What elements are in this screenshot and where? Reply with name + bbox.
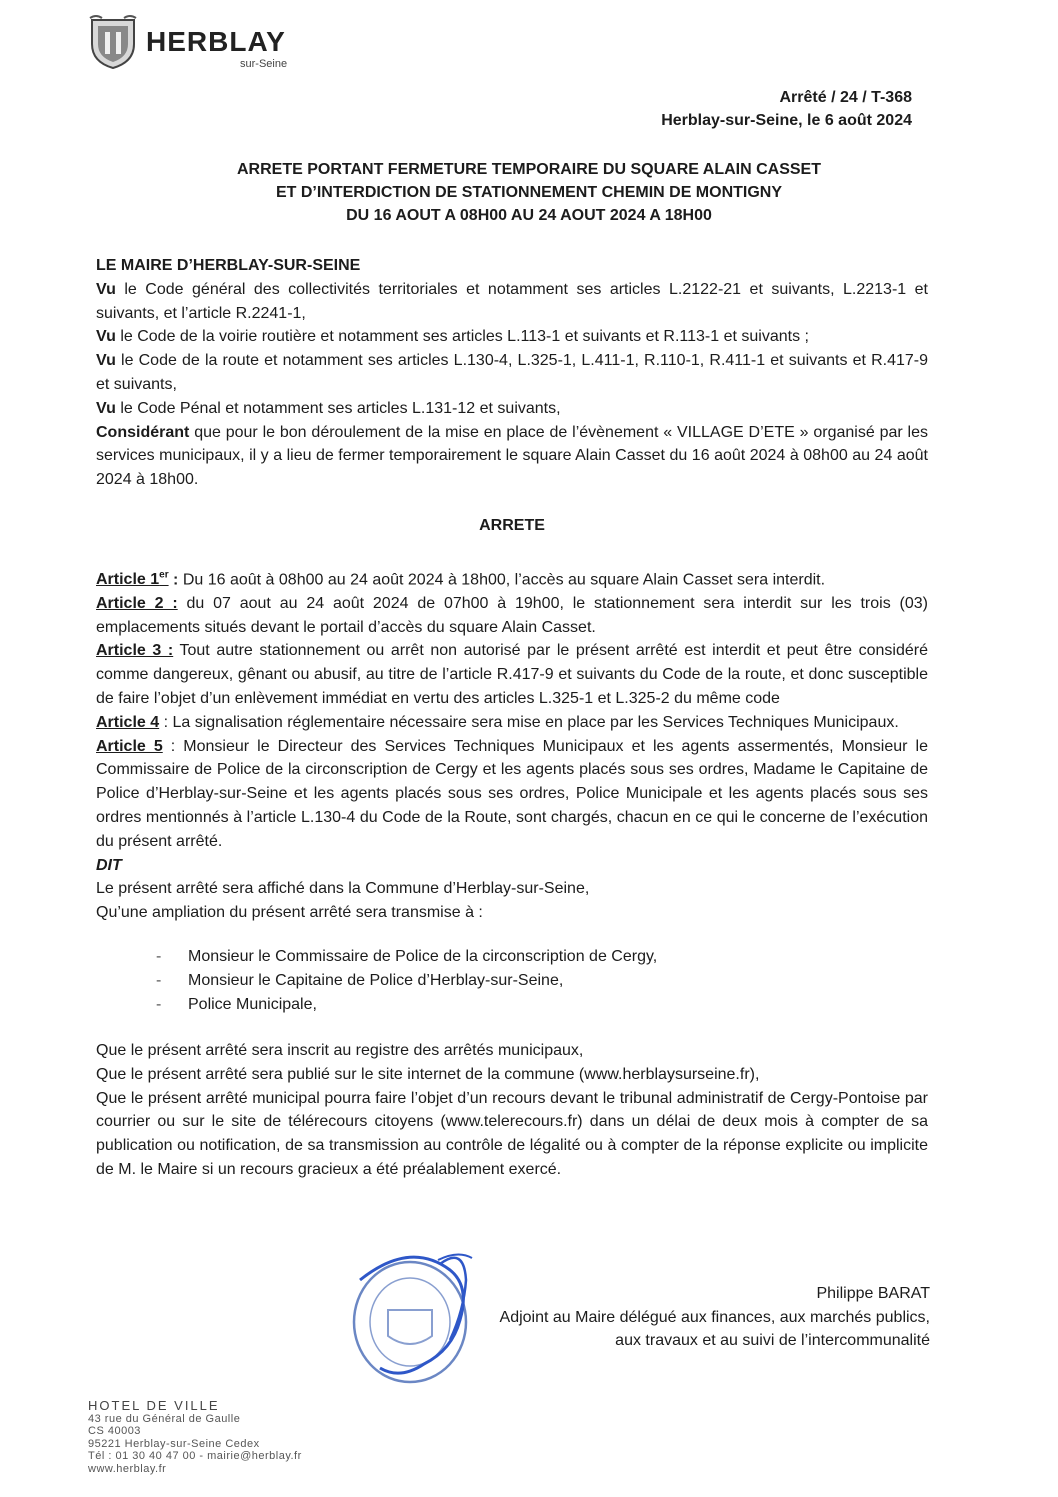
footer-line: 95221 Herblay-sur-Seine Cedex xyxy=(88,1437,260,1450)
article-5 xyxy=(96,735,928,854)
article-1-text: Du 16 août à 08h00 au 24 août 2024 à 18h00, l’accès au square Alain Casset sera interdit. xyxy=(178,571,826,589)
vu-paragraph-2 xyxy=(96,325,928,349)
closing-line-3: Que le présent arrêté municipal pourra faire l’objet d’un recours devant le tribunal administratif de Cergy-Pontoise par courrier ou sur le site de télérecours citoyens (www.telerecours.fr) dans un délai de deux mois à compter de sa publication ou notification, de sa transmission au contrôle de légalité ou à compter de la réponse explicite ou implicite de M. le Maire si un recours gracieux a été préalablement exercé. xyxy=(96,1089,928,1179)
vu-label: Vu xyxy=(96,280,116,298)
closing-line-2: Que le présent arrêté sera publié sur le site internet de la commune (www.herblaysurseine.fr), xyxy=(96,1065,760,1083)
article-4-text: : La signalisation réglementaire nécessaire sera mise en place par les Services Techniques Municipaux. xyxy=(159,713,899,731)
footer-heading: HOTEL DE VILLE xyxy=(88,1398,220,1413)
vu-label: Vu xyxy=(96,399,116,417)
official-stamp xyxy=(340,1240,520,1390)
arrete-heading: ARRETE xyxy=(479,516,545,534)
closing-line-1: Que le présent arrêté sera inscrit au registre des arrêtés municipaux, xyxy=(96,1042,584,1060)
document-title xyxy=(0,158,1058,227)
footer-line: 43 rue du Général de Gaulle xyxy=(88,1412,241,1425)
article-5-text: : Monsieur le Directeur des Services Techniques Municipaux et les agents assermentés, Monsieur le Commissaire de Police de la circonscription de Cergy et les agents placés sous ses ordres, Madame le Capitaine de Police d’Herblay-sur-Seine et les agents placés sous ses ordres, Police Municipale et les agents placés sous ses ordres mentionnés à l’article L.130-4 du Code de la Route, sont chargés, chacun en ce qui le concerne de l’exécution du présent arrêté. xyxy=(96,737,928,850)
bullet-dash: - xyxy=(156,996,162,1014)
vu-label: Vu xyxy=(96,352,116,370)
article-3-label: Article 3 : xyxy=(96,642,174,660)
logo-subtitle: sur-Seine xyxy=(240,58,288,70)
considerant-paragraph xyxy=(96,421,928,492)
vu-paragraph-3 xyxy=(96,349,928,397)
footer-address xyxy=(88,1400,302,1475)
signatory-name: Philippe BARAT xyxy=(816,1285,930,1302)
title-line-2: ET D’INTERDICTION DE STATIONNEMENT CHEMIN DE MONTIGNY xyxy=(275,184,783,201)
article-2 xyxy=(96,592,928,640)
signatory-role-2: aux travaux et au suivi de l’intercommunalité xyxy=(615,1332,930,1349)
list-item: - Monsieur le Capitaine de Police d’Herblay-sur-Seine, xyxy=(96,969,928,993)
dit-heading: DIT xyxy=(96,856,122,874)
article-4 xyxy=(96,711,928,735)
considerant-label: Considérant xyxy=(96,423,190,441)
footer-line: www.herblay.fr xyxy=(88,1462,167,1475)
logo-name: HERBLAY xyxy=(146,26,286,57)
vu-paragraph-4 xyxy=(96,397,928,421)
title-line-3: DU 16 AOUT A 08H00 AU 24 AOUT 2024 A 18H00 xyxy=(346,207,712,224)
vu-label: Vu xyxy=(96,328,116,346)
city-crest-icon xyxy=(88,14,138,70)
dit-line-2: Qu’une ampliation du présent arrêté sera transmise à : xyxy=(96,904,483,922)
maire-heading: LE MAIRE D’HERBLAY-SUR-SEINE xyxy=(96,257,361,274)
article-1: Article 1er : Du 16 août à 08h00 au 24 août 2024 à 18h00, l’accès au square Alain Casset sera interdit. xyxy=(96,569,826,589)
article-1-label: Article 1er xyxy=(96,569,169,589)
article-5-label: Article 5 xyxy=(96,737,163,755)
article-2-text: du 07 aout au 24 août 2024 de 07h00 à 19h00, le stationnement sera interdit sur les trois (03) emplacements situés devant le portail d’accès du square Alain Casset. xyxy=(96,594,928,636)
city-logo xyxy=(88,14,318,76)
document-reference xyxy=(661,86,912,132)
vu-text: le Code général des collectivités territoriales et notamment ses articles L.2122-21 et suivants, L.2213-1 et suivants, et l’article R.2241-1, xyxy=(96,280,929,322)
title-line-1: ARRETE PORTANT FERMETURE TEMPORAIRE DU SQUARE ALAIN CASSET xyxy=(236,161,821,178)
article-3-text: Tout autre stationnement ou arrêt non autorisé par le présent arrêté est interdit et peut être considéré comme dangereux, gênant ou abusif, au titre de l’article R.417-9 et suivants du Code de la route, et donc susceptible de faire l’objet d’un enlèvement immédiat en vertu des articles L.325-1 et L.325-2 du même code xyxy=(96,642,928,708)
vu-paragraph-1 xyxy=(96,278,928,326)
bullet-dash: - xyxy=(156,972,162,990)
article-2-label: Article 2 : xyxy=(96,594,178,612)
arrete-number: Arrêté / 24 / T-368 xyxy=(779,89,912,106)
list-item: - Police Municipale, xyxy=(96,993,928,1017)
vu-text: le Code de la voirie routière et notamment ses articles L.113-1 et suivants et R.113-1 et suivants ; xyxy=(120,328,809,346)
vu-text: le Code de la route et notamment ses articles L.130-4, L.325-1, L.411-1, R.110-1, R.411-1 et suivants et R.417-9 et suivants, xyxy=(96,352,928,393)
dit-line-1: Le présent arrêté sera affiché dans la Commune d’Herblay-sur-Seine, xyxy=(96,880,590,898)
considerant-text: que pour le bon déroulement de la mise en place de l’évènement « VILLAGE D’ETE » organisé par les services municipaux, il y a lieu de fermer temporairement le square Alain Casset du 16 août 2024 à 08h00 au 24 août 2024 à 18h00. xyxy=(96,423,928,489)
footer-line: Tél : 01 30 40 47 00 - mairie@herblay.fr xyxy=(88,1450,302,1462)
article-4-label: Article 4 xyxy=(96,713,160,731)
footer-line: CS 40003 xyxy=(88,1425,141,1437)
signatory-role-1: Adjoint au Maire délégué aux finances, aux marchés publics, xyxy=(499,1308,930,1326)
signature-block xyxy=(500,1282,930,1353)
place-date: Herblay-sur-Seine, le 6 août 2024 xyxy=(661,112,912,129)
article-3 xyxy=(96,639,928,710)
document-body xyxy=(96,254,928,1182)
vu-text: le Code Pénal et notamment ses articles L.131-12 et suivants, xyxy=(120,399,561,417)
bullet-dash: - xyxy=(156,948,162,966)
recipients-list xyxy=(96,945,928,1017)
list-item: - Monsieur le Commissaire de Police de la circonscription de Cergy, xyxy=(96,945,928,969)
